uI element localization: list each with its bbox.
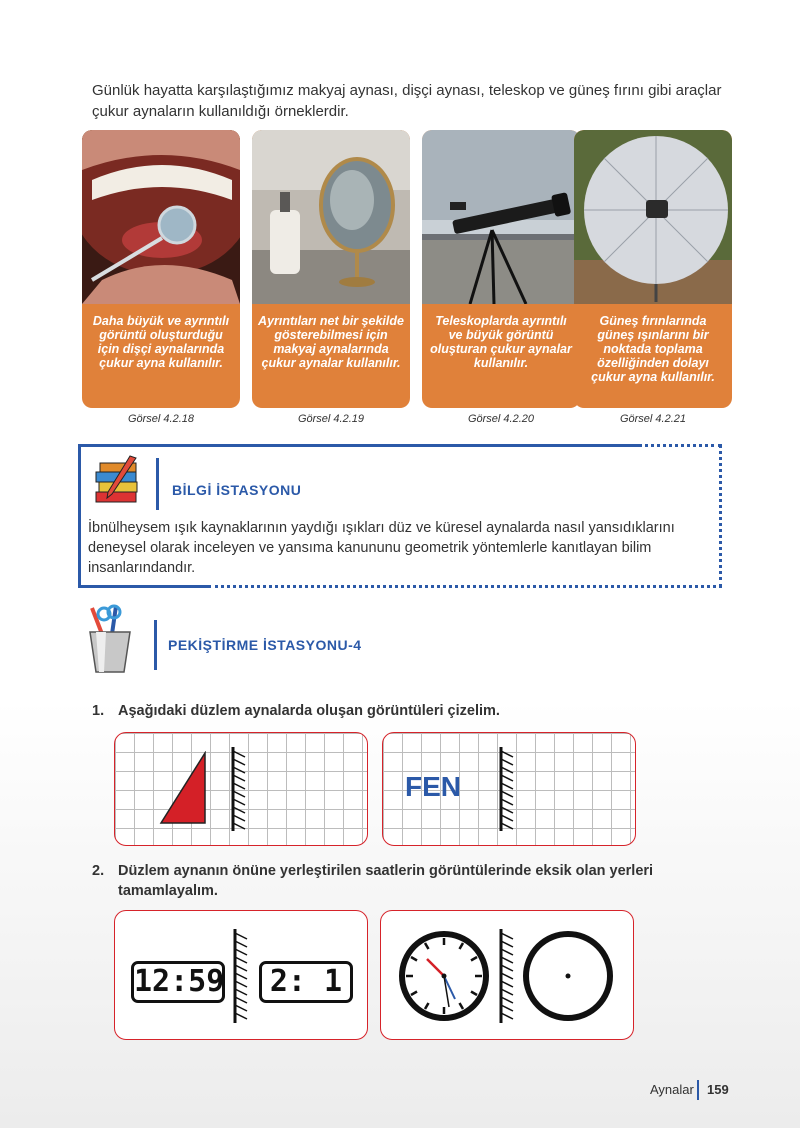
question-2 <box>92 861 718 901</box>
intro-paragraph: Günlük hayatta karşılaştığımız makyaj aynası, dişçi aynası, teleskop ve güneş fırını gibi araçlar çukur aynaların kullanıldığı örneklerdir. <box>92 82 722 120</box>
figure-label: Görsel 4.2.21 <box>619 413 687 425</box>
info-border <box>78 444 81 588</box>
pencil-cup-icon <box>82 604 138 676</box>
footer-section: Aynalar <box>650 1082 694 1097</box>
footer-divider <box>697 1080 699 1100</box>
card-makeup-mirror <box>252 130 410 408</box>
info-text: İbnülheysem ışık kaynaklarının yaydığı ışıkları düz ve küresel aynalarda nasıl yansıdıklarını deneysel olarak inceleyen ve yansıma kanununu geometrik yöntemlerle kanıtlayan bilim insanlarındandır. <box>88 520 675 576</box>
info-border <box>78 585 208 588</box>
card-telescope <box>422 130 580 408</box>
question-text: Aşağıdaki düzlem aynalarda oluşan görüntüleri çizelim. <box>118 703 500 719</box>
books-pencil-icon <box>92 454 144 508</box>
question-number: 1. <box>92 703 105 719</box>
analog-clock-panel <box>380 910 634 1040</box>
plane-mirror-icon <box>497 747 517 831</box>
info-border-dotted <box>719 444 722 588</box>
figure-label: Görsel 4.2.19 <box>297 413 365 425</box>
question-1 <box>92 701 500 721</box>
question-number: 2. <box>92 863 105 879</box>
card-solar-cooker <box>574 130 732 408</box>
info-border-dotted <box>638 444 722 447</box>
triangle-object <box>159 751 209 825</box>
practice-title: PEKİŞTİRME İSTASYONU-4 <box>168 637 362 653</box>
figure-label: Görsel 4.2.20 <box>467 413 535 425</box>
mirror-grid-right <box>382 732 636 846</box>
makeup-mirror-photo <box>252 130 410 304</box>
digital-clock-panel <box>114 910 368 1040</box>
page-number: 159 <box>707 1082 729 1097</box>
card-dental-mirror <box>82 130 240 408</box>
practice-divider <box>154 620 157 670</box>
info-title: BİLGİ İSTASYONU <box>172 482 302 498</box>
solar-cooker-photo <box>574 130 732 304</box>
mirror-grid-left <box>114 732 368 846</box>
figure-label: Görsel 4.2.18 <box>127 413 195 425</box>
card-caption: Ayrıntıları net bir şekilde gösterebilmesi için makyaj aynalarında çukur aynalar kullanılır. <box>258 314 404 370</box>
plane-mirror-icon <box>497 929 517 1023</box>
telescope-photo <box>422 130 580 304</box>
plane-mirror-icon <box>231 929 251 1023</box>
digital-clock: 12:59 <box>131 961 225 1003</box>
fen-word: FEN <box>405 771 461 802</box>
card-caption: Teleskoplarda ayrıntılı ve büyük görüntü oluşturan çukur aynalar kullanılır. <box>430 314 572 370</box>
digital-clock-mirrored: 2: 1 <box>259 961 353 1003</box>
analog-clock-mirrored <box>521 929 615 1023</box>
info-border-dotted <box>208 585 722 588</box>
card-caption: Güneş fırınlarında güneş ışınlarını bir noktada toplama özelliğinden dolayı çukur ayna kullanılır. <box>591 314 715 384</box>
dental-mirror-photo <box>82 130 240 304</box>
info-box <box>78 444 722 588</box>
plane-mirror-icon <box>229 747 249 831</box>
question-text: Düzlem aynanın önüne yerleştirilen saatlerin görüntülerinde eksik olan yerleri tamamlayalım. <box>118 863 654 899</box>
info-border <box>78 444 638 447</box>
card-caption: Daha büyük ve ayrıntılı görüntü oluşturduğu için dişçi aynalarında çukur ayna kullanılır. <box>92 314 230 370</box>
analog-clock <box>397 929 491 1023</box>
info-divider <box>156 458 159 510</box>
